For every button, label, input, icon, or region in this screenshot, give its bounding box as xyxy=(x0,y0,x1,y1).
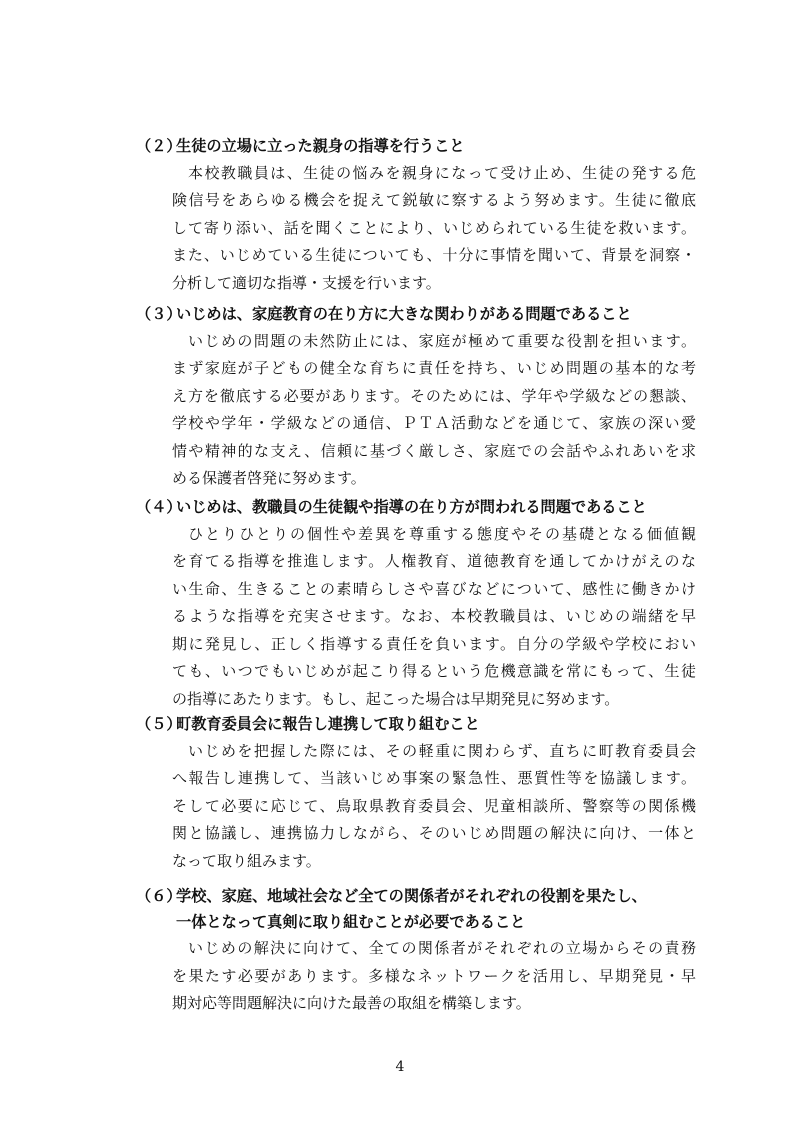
paragraph-line: へ報告し連携して、当該いじめ事案の緊急性、悪質性等を協議します。 xyxy=(172,769,696,787)
section-body xyxy=(136,328,696,493)
paragraph-line: そして必要に応じて、鳥取県教育委員会、児童相談所、警察等の関係機 xyxy=(172,796,696,815)
section-body xyxy=(136,738,696,876)
paragraph-line: 関と協議し、連携協力しながら、そのいじめ問題の解決に向け、一体と xyxy=(172,824,696,842)
paragraph-line: 期対応等問題解決に向けた最善の取組を構築します。 xyxy=(172,994,531,1012)
paragraph-line: いじめを把握した際には、その軽重に関わらず、直ちに町教育委員会 xyxy=(188,741,696,760)
page-number: 4 xyxy=(395,1059,405,1075)
paragraph-line: ても、いつでもいじめが起こり得るという危機意識を常にもって、生徒 xyxy=(172,662,696,680)
paragraph-line: 分析して適切な指導・支援を行います。 xyxy=(172,273,441,292)
section-heading xyxy=(136,884,696,910)
section-title: いじめは、教職員の生徒観や指導の在り方が問われる問題であること xyxy=(176,498,647,516)
paragraph-line: して寄り添い、話を聞くことにより、いじめられている生徒を救います。 xyxy=(172,218,696,237)
section-number: （２） xyxy=(136,137,182,155)
paragraph-line: 険信号をあらゆる機会を捉えて鋭敏に察するよう努めます。生徒に徹底 xyxy=(172,191,696,209)
section-number: （４） xyxy=(136,498,182,516)
section-heading xyxy=(136,134,696,160)
paragraph-line: を果たす必要があります。多様なネットワークを活用し、早期発見・早 xyxy=(172,966,696,985)
paragraph-line: の指導にあたります。もし、起こった場合は早期発見に努めます。 xyxy=(172,689,620,708)
section-heading xyxy=(136,495,696,521)
section-title: 町教育委員会に報告し連携して取り組むこと xyxy=(176,715,480,733)
paragraph-line: まず家庭が子どもの健全な育ちに責任を持ち、いじめ問題の基本的な考 xyxy=(172,359,696,377)
paragraph-line: 期に発見し、正しく指導する責任を負います。自分の学級や学校におい xyxy=(172,634,696,653)
section-body xyxy=(136,935,696,1018)
section-body xyxy=(136,160,696,298)
section-title: いじめは、家庭教育の在り方に大きな関わりがある問題であること xyxy=(176,305,632,323)
paragraph-line: 情や精神的な支え、信頼に基づく厳しさ、家庭での会話やふれあいを求 xyxy=(172,441,696,460)
paragraph-line: いじめの問題の未然防止には、家庭が極めて重要な役割を担います。 xyxy=(188,331,696,350)
section-number: （５） xyxy=(136,715,182,733)
paragraph-line: え方を徹底する必要があります。そのためには、学年や学級などの懇談、 xyxy=(172,386,696,405)
paragraph-line: 学校や学年・学級などの通信、ＰＴＡ活動などを通じて、家族の深い愛 xyxy=(172,414,696,432)
section-title: 生徒の立場に立った親身の指導を行うこと xyxy=(176,137,465,155)
section-number: （３） xyxy=(136,305,182,323)
paragraph-line: また、いじめている生徒についても、十分に事情を聞いて、背景を洞察・ xyxy=(172,246,696,264)
section-title-continued: 一体となって真剣に取り組むことが必要であること xyxy=(176,912,526,931)
section-3 xyxy=(136,302,696,493)
section-heading xyxy=(136,302,696,328)
paragraph-line: いじめの解決に向けて、全ての関係者がそれぞれの立場からその責務 xyxy=(188,939,696,957)
paragraph-line: める保護者啓発に努めます。 xyxy=(172,469,366,487)
section-2 xyxy=(136,134,696,297)
section-number: （６） xyxy=(136,887,182,905)
paragraph-line: ひとりひとりの個性や差異を尊重する態度やその基礎となる価値観 xyxy=(188,524,696,543)
paragraph-line: るような指導を充実させます。なお、本校教職員は、いじめの端緒を早 xyxy=(172,607,696,625)
paragraph-line: なって取り組みます。 xyxy=(172,851,321,870)
paragraph-line: を育てる指導を推進します。人権教育、道徳教育を通してかけがえのな xyxy=(172,552,696,570)
section-body xyxy=(136,521,696,714)
paragraph-line: 本校教職員は、生徒の悩みを親身になって受け止め、生徒の発する危 xyxy=(188,163,696,182)
section-4 xyxy=(136,495,696,713)
section-title: 学校、家庭、地域社会など全ての関係者がそれぞれの役割を果たし、 xyxy=(176,887,647,905)
section-6 xyxy=(136,884,696,1018)
paragraph-line: い生命、生きることの素晴らしさや喜びなどについて、感性に働きかけ xyxy=(172,579,696,598)
section-heading xyxy=(136,712,696,738)
section-5 xyxy=(136,712,696,875)
